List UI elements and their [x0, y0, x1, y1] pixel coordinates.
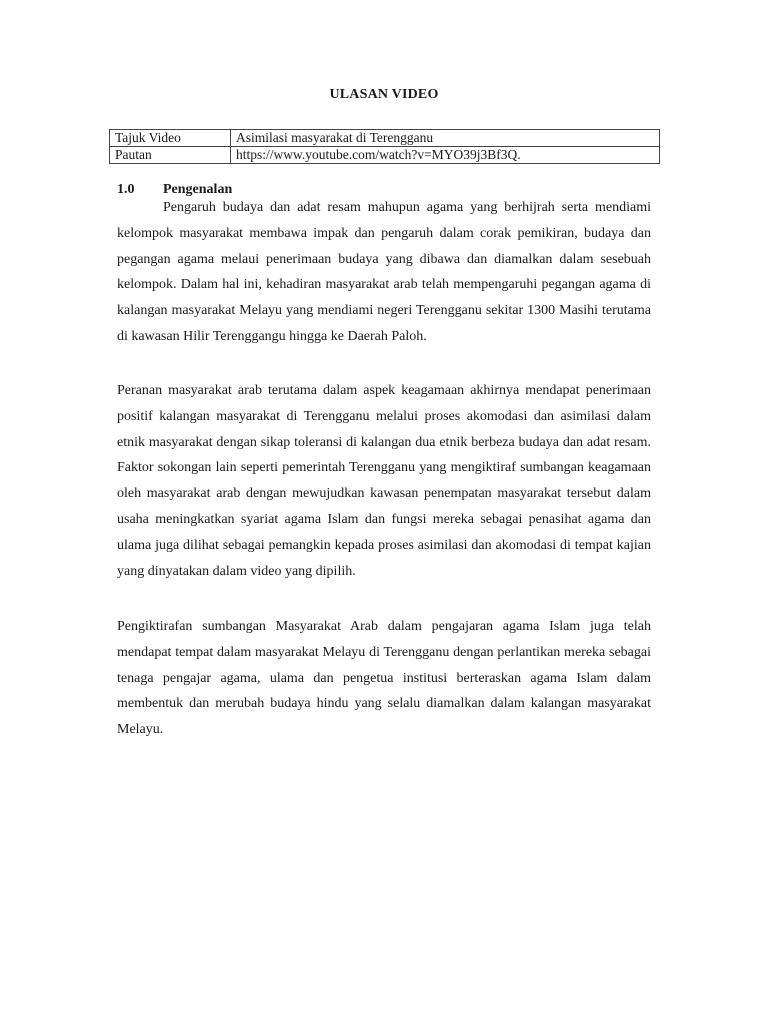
section-title: Pengenalan — [163, 182, 233, 197]
table-value-cell: Asimilasi masyarakat di Terengganu — [231, 130, 660, 147]
table-row — [110, 147, 660, 164]
section-number: 1.0 — [117, 182, 135, 197]
table-row — [110, 130, 660, 147]
paragraph-1: Pengaruh budaya dan adat resam mahupun agama yang berhijrah serta mendiami kelompok masyarakat membawa impak dan pengaruh dalam corak pemikiran, budaya dan pegangan agama melaui penerimaan budaya yang dibawa dan diamalkan dalam sesebuah kelompok. Dalam hal ini, kehadiran masyarakat arab telah mempengaruhi pegangan agama di kalangan masyarakat Melayu yang mendiami negeri Terengganu sekitar 1300 Masihi terutama di kawasan Hilir Terenggangu hingga ke Daerah Paloh. — [117, 200, 651, 344]
table-label-cell: Tajuk Video — [110, 130, 231, 147]
table-label-cell: Pautan — [110, 147, 231, 164]
video-link[interactable]: https://www.youtube.com/watch?v=MYO39j3Bf3Q. — [231, 147, 660, 164]
paragraph-2: Peranan masyarakat arab terutama dalam aspek keagamaan akhirnya mendapat penerimaan positif kalangan masyarakat di Terengganu melalui proses akomodasi dan asimilasi dalam etnik masyarakat dengan sikap toleransi di kalangan dua etnik berbeza budaya dan adat resam. Faktor sokongan lain seperti pemerintah Terengganu yang mengiktiraf sumbangan keagamaan oleh masyarakat arab dengan mewujudkan kawasan penempatan masyarakat tersebut dalam usaha meningkatkan syariat agama Islam dan fungsi mereka sebagai penasihat agama dan ulama juga dilihat sebagai pemangkin kepada proses asimilasi dan akomodasi di tempat kajian yang dinyatakan dalam video yang dipilih. — [117, 383, 651, 579]
paragraph-3: Pengiktirafan sumbangan Masyarakat Arab dalam pengajaran agama Islam juga telah mendapat tempat dalam masyarakat Melayu di Terengganu dengan perlantikan mereka sebagai tenaga pengajar agama, ulama dan pengetua institusi berteraskan agama Islam dalam membentuk dan merubah budaya hindu yang selalu diamalkan dalam kalangan masyarakat Melayu. — [117, 619, 651, 738]
document-title: ULASAN VIDEO — [329, 87, 439, 102]
video-info-table — [109, 129, 660, 164]
